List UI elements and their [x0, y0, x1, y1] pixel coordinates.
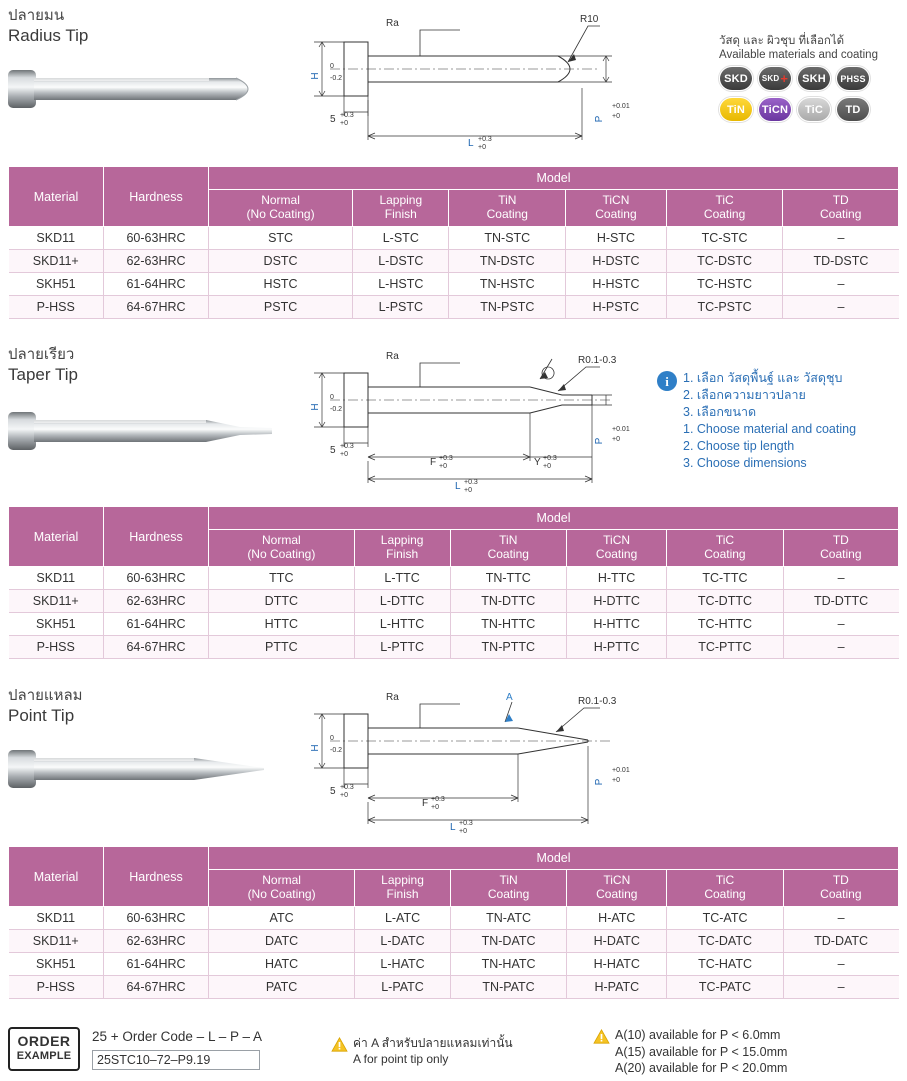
header-tin-l1: TiN — [499, 533, 518, 547]
cell-material: SKH51 — [9, 273, 104, 296]
radius-h-label: H — [310, 72, 321, 80]
cell-td: – — [783, 953, 898, 976]
cell-td: – — [783, 636, 898, 659]
cell-tic: TC-PATC — [667, 976, 783, 999]
header-material: Material — [9, 847, 104, 907]
cell-normal: HSTC — [209, 273, 353, 296]
svg-text:+0: +0 — [459, 828, 467, 835]
point-tip-title-th: ปลายแหลม — [8, 687, 83, 704]
svg-text:+0: +0 — [478, 144, 486, 151]
header-normal-l2: (No Coating) — [247, 547, 316, 561]
header-ticn-l2: Coating — [595, 207, 637, 221]
taper-tip-title-en: Taper Tip — [8, 365, 78, 384]
availability-text-1: A(10) available for P < 6.0mm — [615, 1028, 781, 1042]
cell-ticn: H-PSTC — [566, 296, 667, 319]
taper-tip-drawing — [300, 345, 640, 495]
available-materials-panel — [719, 34, 899, 128]
badge-tin: TiN — [719, 97, 753, 122]
warning-icon — [331, 1037, 348, 1052]
header-tic — [667, 530, 783, 567]
cell-normal: HTTC — [209, 613, 355, 636]
table-row — [9, 930, 899, 953]
step-th-1: 1. เลือก วัสดุพื้นฐ์ และ วัสดุชุบ — [683, 371, 843, 385]
availability-row — [593, 1027, 787, 1044]
cell-material: P-HSS — [9, 976, 104, 999]
header-normal-l2: (No Coating) — [247, 887, 316, 901]
header-normal-l1: Normal — [261, 193, 300, 207]
point-r-label: R0.1-0.3 — [578, 696, 617, 707]
cell-tin: TN-PTTC — [450, 636, 566, 659]
header-ticn-l2: Coating — [595, 547, 638, 561]
header-tic-l1: TiC — [715, 193, 734, 207]
header-td — [783, 530, 898, 567]
header-hardness: Hardness — [104, 507, 209, 567]
taper-five-label: 5 — [330, 445, 336, 456]
badge-td: TD — [836, 97, 870, 122]
radius-five-label: 5 — [330, 114, 336, 125]
header-tic-l2: Coating — [704, 547, 746, 561]
svg-text:+0.3: +0.3 — [431, 796, 445, 803]
steps-note — [665, 370, 898, 472]
cell-material: SKD11+ — [9, 930, 104, 953]
header-model: Model — [209, 507, 899, 530]
svg-text:+0.3: +0.3 — [459, 820, 473, 827]
badge-skd-plus — [758, 66, 792, 91]
cell-hardness: 64-67HRC — [104, 976, 209, 999]
availability-text-3: A(20) available for P < 20.0mm — [615, 1061, 788, 1075]
header-ticn — [567, 870, 667, 907]
header-td — [783, 190, 899, 227]
header-material: Material — [9, 167, 104, 227]
cell-lapping: L-TTC — [354, 567, 450, 590]
info-icon: i — [657, 371, 677, 391]
svg-text:+0.3: +0.3 — [340, 112, 354, 119]
badge-phss: PHSS — [836, 66, 870, 91]
header-td-l1: TD — [832, 533, 849, 547]
step-th-3: 3. เลือกขนาด — [683, 405, 757, 419]
svg-text:+0.3: +0.3 — [439, 455, 453, 462]
cell-ticn: H-STC — [566, 227, 667, 250]
cell-hardness: 64-67HRC — [104, 296, 209, 319]
order-example-label — [8, 1027, 80, 1071]
radius-tip-heading — [8, 6, 88, 46]
cell-hardness: 61-64HRC — [104, 953, 209, 976]
cell-td: – — [783, 273, 899, 296]
header-tin-l1: TiN — [498, 193, 517, 207]
point-tip-drawing — [300, 686, 640, 836]
cell-lapping: L-HSTC — [353, 273, 449, 296]
header-normal — [209, 190, 353, 227]
header-lapping — [355, 870, 451, 907]
step-en-1: 1. Choose material and coating — [683, 422, 857, 436]
cell-material: P-HSS — [9, 636, 104, 659]
header-normal — [209, 530, 355, 567]
header-tin-l1: TiN — [499, 873, 518, 887]
cell-tic: TC-HATC — [667, 953, 783, 976]
table-row — [9, 907, 899, 930]
step-en-3: 3. Choose dimensions — [683, 456, 807, 470]
cell-ticn: H-DSTC — [566, 250, 667, 273]
badge-skh: SKH — [797, 66, 831, 91]
svg-text:-0.2: -0.2 — [330, 747, 343, 754]
cell-tin: TN-STC — [449, 227, 566, 250]
header-td-l1: TD — [832, 873, 849, 887]
cell-ticn: H-HATC — [567, 953, 667, 976]
header-tic — [666, 190, 783, 227]
cell-ticn: H-ATC — [567, 907, 667, 930]
header-lapping-l2: Finish — [386, 547, 419, 561]
svg-text:+0.01: +0.01 — [612, 426, 630, 433]
taper-l-label: L — [455, 481, 461, 492]
order-label-line1: ORDER — [17, 1033, 71, 1049]
cell-material: SKH51 — [9, 953, 104, 976]
point-tip-heading — [8, 686, 83, 726]
cell-material: SKD11+ — [9, 250, 104, 273]
header-hardness: Hardness — [104, 847, 209, 907]
cell-tin: TN-PATC — [450, 976, 566, 999]
cell-tic: TC-HTTC — [667, 613, 783, 636]
cell-hardness: 62-63HRC — [104, 590, 209, 613]
cell-td: – — [783, 567, 898, 590]
taper-tip-title-th: ปลายเรียว — [8, 346, 75, 363]
cell-tic: TC-DSTC — [666, 250, 783, 273]
order-example-section — [8, 1027, 899, 1075]
cell-tin: TN-TTC — [450, 567, 566, 590]
cell-td: – — [783, 907, 898, 930]
header-tic-l2: Coating — [703, 207, 746, 221]
cell-lapping: L-DSTC — [353, 250, 449, 273]
taper-f-label: F — [430, 457, 437, 468]
cell-tin: TN-HTTC — [450, 613, 566, 636]
radius-p-label: P — [594, 115, 605, 123]
header-lapping-l1: Lapping — [381, 873, 424, 887]
header-ticn-l1: TiCN — [603, 873, 631, 887]
taper-y-label: Y — [534, 457, 541, 468]
cell-tin: TN-ATC — [450, 907, 566, 930]
svg-text:+0: +0 — [612, 113, 620, 120]
cell-td: – — [783, 227, 899, 250]
svg-text:+0.3: +0.3 — [464, 479, 478, 486]
material-badges-row-1 — [719, 66, 899, 91]
cell-lapping: L-HATC — [355, 953, 451, 976]
cell-ticn: H-HSTC — [566, 273, 667, 296]
cell-hardness: 60-63HRC — [104, 227, 209, 250]
table-header-row-top — [9, 847, 899, 870]
badge-tic: TiC — [797, 97, 831, 122]
cell-tic: TC-DATC — [667, 930, 783, 953]
cell-tin: TN-DTTC — [450, 590, 566, 613]
material-badges-row-2 — [719, 97, 899, 122]
svg-text:+0.01: +0.01 — [612, 767, 630, 774]
availability-row — [593, 1060, 787, 1077]
radius-tip-drawing — [300, 4, 640, 154]
cell-lapping: L-DATC — [355, 930, 451, 953]
radius-l-label: L — [468, 138, 474, 149]
table-header-row-top — [9, 167, 899, 190]
availability-text-2: A(15) available for P < 15.0mm — [615, 1044, 788, 1059]
radius-tip-title-en: Radius Tip — [8, 26, 89, 45]
cell-hardness: 62-63HRC — [104, 930, 209, 953]
cell-ticn: H-PATC — [567, 976, 667, 999]
taper-h-label: H — [310, 403, 321, 411]
header-td-l1: TD — [832, 193, 849, 207]
point-l-label: L — [450, 822, 456, 833]
header-tin — [450, 530, 566, 567]
table-row — [9, 976, 899, 999]
header-model: Model — [209, 167, 899, 190]
header-lapping — [354, 530, 450, 567]
taper-r-label: R0.1-0.3 — [578, 355, 617, 366]
cell-ticn: H-DTTC — [566, 590, 666, 613]
point-a-label: A — [506, 692, 513, 703]
badge-ticn: TiCN — [758, 97, 792, 122]
availability-list — [593, 1027, 787, 1077]
cell-ticn: H-DATC — [567, 930, 667, 953]
header-lapping-l1: Lapping — [380, 533, 424, 547]
warning-text-en: A for point tip only — [353, 1052, 449, 1066]
svg-text:+0.3: +0.3 — [543, 455, 557, 462]
header-tin-l2: Coating — [487, 547, 529, 561]
cell-lapping: L-PSTC — [353, 296, 449, 319]
taper-p-label: P — [594, 437, 605, 445]
cell-normal: PSTC — [209, 296, 353, 319]
header-normal-l2: (No Coating) — [246, 207, 315, 221]
radius-r-label: R10 — [580, 14, 599, 25]
step-th-2: 2. เลือกความยาวปลาย — [683, 388, 806, 402]
table-header-row-top — [9, 507, 899, 530]
svg-text:+0: +0 — [340, 120, 348, 127]
cell-material: SKD11+ — [9, 590, 104, 613]
taper-tip-heading — [8, 345, 78, 385]
header-lapping-l2: Finish — [384, 207, 417, 221]
order-code-format: 25 + Order Code – L – P – A — [92, 1029, 262, 1044]
cell-normal: HATC — [209, 953, 355, 976]
point-h-label: H — [310, 744, 321, 752]
point-tip-title-en: Point Tip — [8, 706, 75, 725]
cell-td: TD-DATC — [783, 930, 898, 953]
header-ticn — [566, 190, 667, 227]
cell-tic: TC-HSTC — [666, 273, 783, 296]
table-row — [9, 296, 899, 319]
radius-tip-photo — [8, 58, 278, 120]
header-lapping-l1: Lapping — [379, 193, 423, 207]
cell-hardness: 60-63HRC — [104, 907, 209, 930]
header-tic-l2: Coating — [704, 887, 746, 901]
header-tin — [449, 190, 566, 227]
order-label-line2: EXAMPLE — [16, 1050, 72, 1062]
svg-text:+0: +0 — [612, 777, 620, 784]
table-row — [9, 567, 899, 590]
cell-lapping: L-HTTC — [354, 613, 450, 636]
cell-tin: TN-DSTC — [449, 250, 566, 273]
header-ticn-l1: TiCN — [602, 193, 630, 207]
cell-material: SKD11 — [9, 227, 104, 250]
table-row — [9, 273, 899, 296]
header-tic — [667, 870, 783, 907]
header-td-l2: Coating — [820, 547, 862, 561]
cell-tin: TN-HATC — [450, 953, 566, 976]
cell-lapping: L-DTTC — [354, 590, 450, 613]
cell-tic: TC-PSTC — [666, 296, 783, 319]
header-tin-l2: Coating — [486, 207, 528, 221]
cell-tin: TN-HSTC — [449, 273, 566, 296]
radius-tip-title-th: ปลายมน — [8, 7, 65, 24]
header-td — [783, 870, 898, 907]
point-p-label: P — [594, 778, 605, 786]
header-model: Model — [209, 847, 899, 870]
cell-normal: PATC — [209, 976, 355, 999]
point-tip-table — [8, 846, 899, 999]
point-f-label: F — [422, 798, 429, 809]
header-normal-l1: Normal — [262, 873, 301, 887]
cell-td: – — [783, 296, 899, 319]
cell-tic: TC-PTTC — [667, 636, 783, 659]
cell-material: SKD11 — [9, 567, 104, 590]
cell-tic: TC-TTC — [667, 567, 783, 590]
point-five-label: 5 — [330, 786, 336, 797]
cell-material: SKD11 — [9, 907, 104, 930]
svg-text:+0.3: +0.3 — [340, 443, 354, 450]
cell-lapping: L-ATC — [355, 907, 451, 930]
badge-plus-icon: + — [780, 71, 789, 86]
header-tic-l1: TiC — [715, 533, 735, 547]
svg-text:+0: +0 — [431, 804, 439, 811]
step-en-2: 2. Choose tip length — [683, 439, 795, 453]
svg-text:+0: +0 — [464, 487, 472, 494]
header-tin-l2: Coating — [487, 887, 530, 901]
cell-ticn: H-HTTC — [566, 613, 666, 636]
radius-ra-label: Ra — [386, 18, 399, 29]
availability-row — [593, 1044, 787, 1061]
cell-normal: DTTC — [209, 590, 355, 613]
badge-skd: SKD — [719, 66, 753, 91]
cell-lapping: L-PATC — [355, 976, 451, 999]
svg-text:0: 0 — [330, 394, 334, 401]
badge-skd-plus-text: SKD — [761, 74, 780, 83]
header-ticn — [566, 530, 666, 567]
header-td-l2: Coating — [820, 887, 862, 901]
table-row — [9, 590, 899, 613]
taper-tip-table — [8, 506, 899, 659]
svg-text:+0.3: +0.3 — [478, 136, 492, 143]
header-normal-l1: Normal — [262, 533, 301, 547]
cell-tic: TC-ATC — [667, 907, 783, 930]
taper-tip-photo — [8, 400, 283, 462]
header-tic-l1: TiC — [715, 873, 735, 887]
header-lapping — [353, 190, 449, 227]
table-row — [9, 953, 899, 976]
header-lapping-l2: Finish — [386, 887, 419, 901]
svg-text:0: 0 — [330, 735, 334, 742]
cell-tic: TC-DTTC — [667, 590, 783, 613]
cell-hardness: 62-63HRC — [104, 250, 209, 273]
table-row — [9, 613, 899, 636]
taper-ra-label: Ra — [386, 351, 399, 362]
warning-icon — [593, 1029, 610, 1044]
cell-td: TD-DTTC — [783, 590, 898, 613]
cell-material: SKH51 — [9, 613, 104, 636]
svg-text:0: 0 — [330, 63, 334, 70]
svg-text:+0: +0 — [543, 463, 551, 470]
point-tip-photo — [8, 738, 278, 800]
cell-material: P-HSS — [9, 296, 104, 319]
cell-lapping: L-PTTC — [354, 636, 450, 659]
header-ticn-l2: Coating — [596, 887, 638, 901]
radius-tip-table — [8, 166, 899, 319]
svg-text:+0.3: +0.3 — [340, 784, 354, 791]
cell-normal: DATC — [209, 930, 355, 953]
cell-hardness: 61-64HRC — [104, 273, 209, 296]
cell-hardness: 60-63HRC — [104, 567, 209, 590]
svg-text:+0.01: +0.01 — [612, 103, 630, 110]
cell-normal: STC — [209, 227, 353, 250]
cell-hardness: 61-64HRC — [104, 613, 209, 636]
cell-lapping: L-STC — [353, 227, 449, 250]
svg-text:-0.2: -0.2 — [330, 75, 343, 82]
warning-text-th: ค่า A สำหรับปลายแหลมเท่านั้น — [353, 1036, 513, 1050]
point-tip-warning — [353, 1035, 553, 1067]
svg-text:+0: +0 — [612, 436, 620, 443]
cell-normal: PTTC — [209, 636, 355, 659]
svg-text:+0: +0 — [340, 792, 348, 799]
table-row — [9, 250, 899, 273]
svg-text:+0: +0 — [439, 463, 447, 470]
svg-text:+0: +0 — [340, 451, 348, 458]
svg-text:-0.2: -0.2 — [330, 406, 343, 413]
cell-td: TD-DSTC — [783, 250, 899, 273]
cell-tic: TC-STC — [666, 227, 783, 250]
header-td-l2: Coating — [820, 207, 862, 221]
header-tin — [450, 870, 566, 907]
cell-ticn: H-PTTC — [566, 636, 666, 659]
materials-label-en: Available materials and coating — [719, 49, 878, 61]
cell-td: – — [783, 613, 898, 636]
order-code-input[interactable] — [92, 1050, 260, 1070]
table-row — [9, 227, 899, 250]
cell-normal: DSTC — [209, 250, 353, 273]
header-material: Material — [9, 507, 104, 567]
point-ra-label: Ra — [386, 692, 399, 703]
cell-tin: TN-DATC — [450, 930, 566, 953]
materials-label-th: วัสดุ และ ผิวชุบ ที่เลือกได้ — [719, 35, 845, 47]
table-row — [9, 636, 899, 659]
header-hardness: Hardness — [104, 167, 209, 227]
cell-normal: ATC — [209, 907, 355, 930]
cell-td: – — [783, 976, 898, 999]
cell-ticn: H-TTC — [566, 567, 666, 590]
header-normal — [209, 870, 355, 907]
header-ticn-l1: TiCN — [603, 533, 631, 547]
cell-tin: TN-PSTC — [449, 296, 566, 319]
cell-normal: TTC — [209, 567, 355, 590]
cell-hardness: 64-67HRC — [104, 636, 209, 659]
